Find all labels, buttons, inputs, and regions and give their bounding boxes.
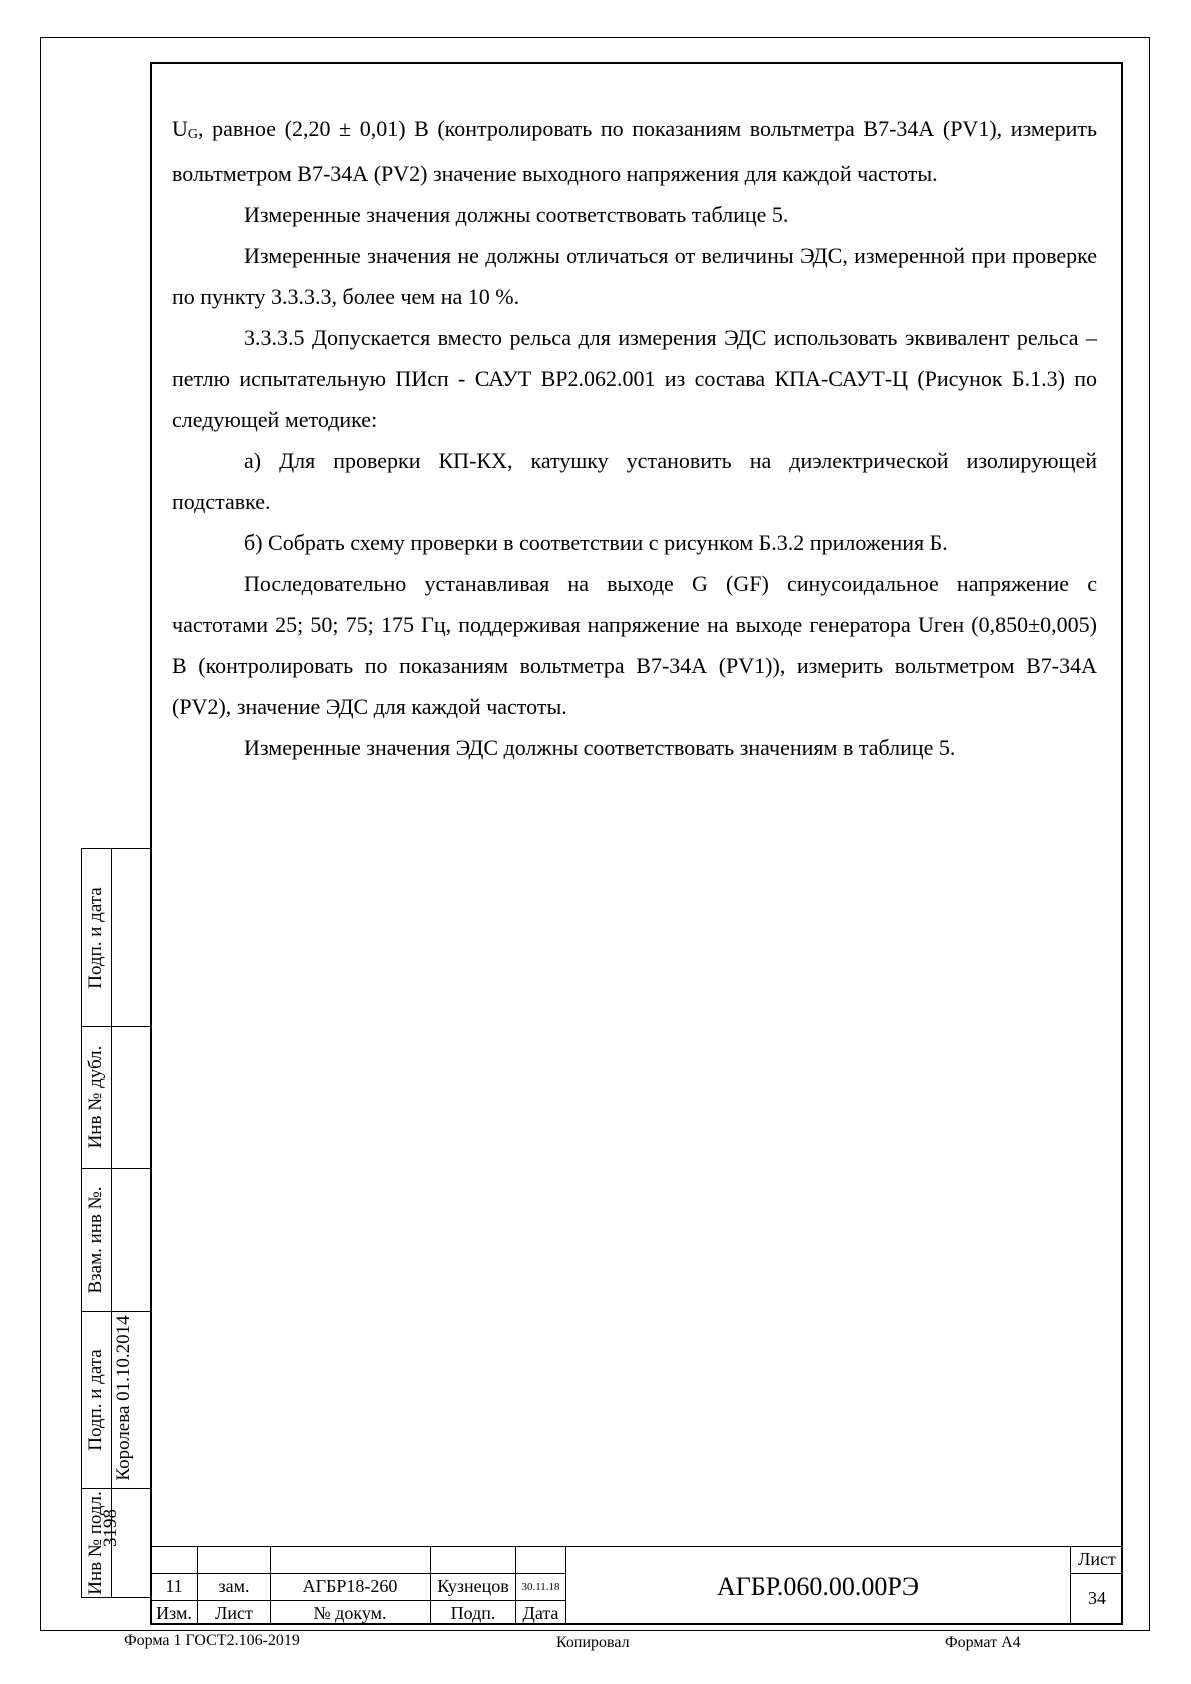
izm-label: Изм. <box>156 1603 192 1623</box>
sheet-number: 34 <box>1088 1588 1106 1608</box>
footer-copied: Копировал <box>556 1634 630 1651</box>
signer-value: Кузнецов <box>437 1576 509 1596</box>
footer-format: Формат А4 <box>945 1634 1021 1651</box>
date-value: 30.11.18 <box>521 1581 560 1593</box>
signature-korolyova: Королева 01.10.2014 <box>113 1315 134 1481</box>
paragraph-2: Измеренные значения должны соответствовать таблице 5. <box>244 202 789 227</box>
paragraph-4: 3.3.3.5 Допускается вместо рельса для измерения ЭДС использовать эквивалент рельса – петлю испытательную ПИсп - САУТ ВР2.062.001 из состава КПА-САУТ-Ц (Рисунок Б.1.3) по следующей методике: <box>172 325 1097 432</box>
paragraph-3: Измеренные значения не должны отличаться от величины ЭДС, измеренной при проверке по пункту 3.3.3.3, более чем на 10 %. <box>172 243 1097 309</box>
paragraph-7: Последовательно устанавливая на выходе G (GF) синусоидальное напряжение с частотами 25; 50; 75; 175 Гц, поддерживая напряжение на выходе генератора Uген (0,850±0,005) В (контролировать по показаниям вольтметра В7-34А (PV1)), измерить вольтметром В7-34А (PV2), значение ЭДС для каждой частоты. <box>172 571 1097 719</box>
inv-dubl-label: Инв № дубл. <box>85 1045 106 1149</box>
date-label: Дата <box>522 1603 559 1623</box>
paragraph-6: б) Собрать схему проверки в соответствии с рисунком Б.3.2 приложения Б. <box>244 530 948 555</box>
vzam-inv-label: Взам. инв №. <box>85 1186 106 1294</box>
paragraph-1: $U_G$, равное (2,20 ± 0,01) В (контролировать по показаниям вольтметра В7-34А (PV1), измерить вольтметром В7-34А (PV2) значение выходного напряжения для каждой частоты. <box>172 116 1097 186</box>
podp-data-label-2: Подп. и дата <box>85 1349 106 1451</box>
inv-podl-label: Инв № подл. <box>85 1491 106 1595</box>
inv-podl-value: 3198 <box>100 1509 121 1547</box>
podp-data-label-1: Подп. и дата <box>85 887 106 989</box>
document-code: АГБР.060.00.00РЭ <box>716 1572 920 1601</box>
paragraph-5: а) Для проверки КП-КХ, катушку установить на диэлектрической изолирующей подставке. <box>172 448 1097 514</box>
document-body <box>172 108 1097 768</box>
sheet-label: Лист <box>1078 1549 1116 1569</box>
izm-value: 11 <box>165 1576 183 1596</box>
doc-number-value: АГБР18-260 <box>302 1576 398 1596</box>
side-stamp <box>81 848 152 1598</box>
podp-label: Подп. <box>450 1603 496 1623</box>
footer-form: Форма 1 ГОСТ2.106-2019 <box>124 1632 300 1649</box>
paragraph-8: Измеренные значения ЭДС должны соответствовать значениям в таблице 5. <box>244 735 956 760</box>
list-value: зам. <box>218 1576 250 1596</box>
list-label: Лист <box>215 1603 253 1623</box>
doc-number-label: № докум. <box>313 1603 387 1623</box>
